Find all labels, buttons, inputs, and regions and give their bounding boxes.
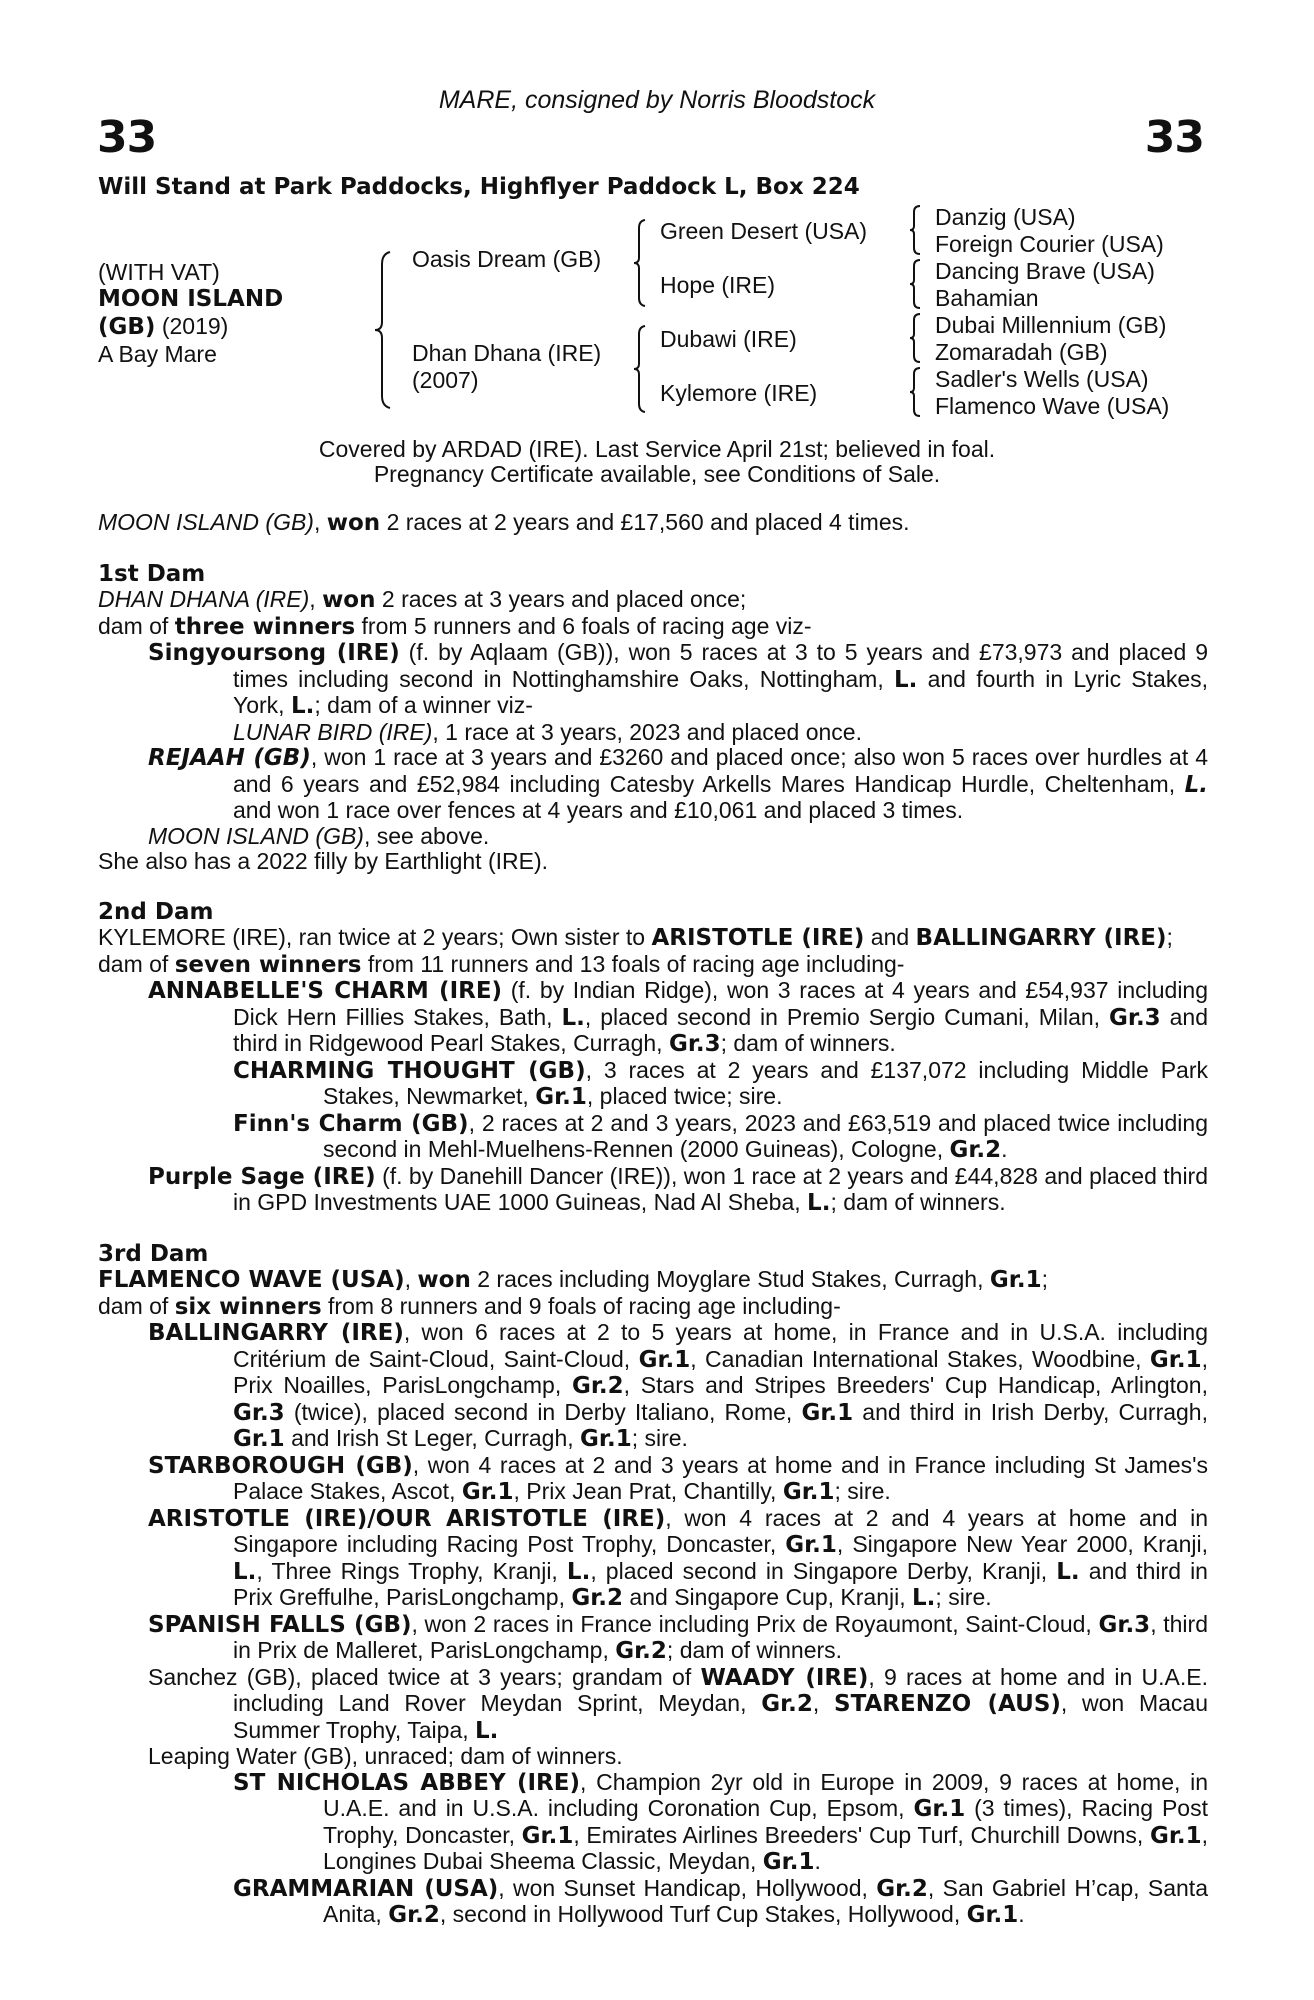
lot-number-left: 33 xyxy=(97,112,157,163)
ancestor-flamenco-wave: Flamenco Wave (USA) xyxy=(935,393,1170,419)
dam-sire-name: Dubawi (IRE) xyxy=(660,326,797,352)
produce-aristotle: ARISTOTLE (IRE)/OUR ARISTOTLE (IRE), won 4 races at 2 and 4 years at home and in Singapore including Racing Post Trophy, Doncaster, Gr.1, Singapore New Year 2000, Kranji, L., Three Rings Trophy, Kranji, L., placed second in Singapore Derby, Kranji, L. and third in Prix Greffulhe, ParisLongchamp, Gr.2 and Singapore Cup, Kranji, L.; sire. xyxy=(148,1504,1208,1611)
pedigree-brace-g3-4 xyxy=(908,366,922,418)
pedigree-brace-g3-2 xyxy=(908,258,922,310)
ancestor-dancing-brave: Dancing Brave (USA) xyxy=(935,258,1155,284)
produce-singyoursong: Singyoursong (IRE) (f. by Aqlaam (GB)), won 5 races at 3 to 5 years and £73,973 and placed 9 times including second in Nottinghamshire Oaks, Nottingham, L. and fourth in Lyric Stakes, York, L.; dam of a winner viz- xyxy=(148,639,1208,719)
dam-name: Dhan Dhana (IRE) xyxy=(412,340,602,366)
ancestor-zomaradah: Zomaradah (GB) xyxy=(935,339,1108,365)
produce-annabelles-charm: ANNABELLE'S CHARM (IRE) (f. by Indian Ridge), won 3 races at 4 years and £54,937 including Dick Hern Fillies Stakes, Bath, L., placed second in Premio Sergio Cumani, Milan, Gr.3 and third in Ridgewood Pearl Stakes, Curragh, Gr.3; dam of winners. xyxy=(148,977,1209,1057)
ancestor-foreign-courier: Foreign Courier (USA) xyxy=(935,231,1164,257)
pedigree-brace-sire xyxy=(632,218,648,308)
second-dam-heading: 2nd Dam xyxy=(98,898,214,925)
produce-sanchez: Sanchez (GB), placed twice at 3 years; grandam of WAADY (IRE), 9 races at home and in U.A.E. including Land Rover Meydan Sprint, Meydan, Gr.2, STARENZO (AUS), won Macau Summer Trophy, Taipa, L. xyxy=(148,1663,1209,1744)
first-dam-section xyxy=(98,562,1208,875)
produce-rejaah: REJAAH (GB), won 1 race at 3 years and £3260 and placed once; also won 5 races over hurdles at 4 and 6 years and £52,984 including Catesby Arkells Mares Handicap Hurdle, Cheltenham, L. and won 1 race over fences at 4 years and £10,061 and placed 3 times. xyxy=(148,744,1208,823)
produce-starborough: STARBOROUGH (GB), won 4 races at 2 and 3 years at home and in France including St James's Palace Stakes, Ascot, Gr.1, Prix Jean Prat, Chantilly, Gr.1; sire. xyxy=(148,1451,1208,1505)
covering-line-1: Covered by ARDAD (IRE). Last Service April 21st; believed in foal. xyxy=(318,436,996,462)
third-dam-record: FLAMENCO WAVE (USA), won 2 races including Moyglare Stud Stakes, Curragh, Gr.1; xyxy=(98,1266,1048,1293)
horse-year: (2019) xyxy=(161,313,229,339)
second-dam-record: KYLEMORE (IRE), ran twice at 2 years; Own sister to ARISTOTLE (IRE) and BALLINGARRY (IRE); xyxy=(98,924,1173,951)
horse-name: MOON ISLAND xyxy=(98,286,284,312)
covering-line-2: Pregnancy Certificate available, see Conditions of Sale. xyxy=(373,461,941,487)
dam-year: (2007) xyxy=(412,367,479,393)
pedigree-brace-g3-3 xyxy=(908,312,922,364)
second-dam-produce: dam of seven winners from 11 runners and 13 foals of racing age including- xyxy=(98,950,905,978)
dam-dam-name: Kylemore (IRE) xyxy=(660,380,818,406)
pedigree-brace-dam xyxy=(632,324,648,414)
produce-st-nicholas-abbey: ST NICHOLAS ABBEY (IRE), Champion 2yr old in Europe in 2009, 9 races at home, in U.A.E. and in U.S.A. including Coronation Cup, Epsom, Gr.1 (3 times), Racing Post Trophy, Doncaster, Gr.1, Emirates Airlines Breeders' Cup Turf, Churchill Downs, Gr.1, Longines Dubai Sheema Classic, Meydan, Gr.1. xyxy=(233,1768,1209,1875)
third-dam-section xyxy=(98,1242,1208,1929)
sire-name: Oasis Dream (GB) xyxy=(412,246,602,272)
pedigree-brace-g3-1 xyxy=(908,204,922,256)
vat-label: (WITH VAT) xyxy=(98,259,220,285)
first-dam-produce: dam of three winners from 5 runners and 6 foals of racing age viz- xyxy=(98,612,812,640)
produce-lunar-bird: LUNAR BIRD (IRE), 1 race at 3 years, 2023 and placed once. xyxy=(233,718,862,745)
produce-ballingarry: BALLINGARRY (IRE), won 6 races at 2 to 5 years at home, in France and in U.S.A. including Critérium de Saint-Cloud, Saint-Cloud, Gr.1, Canadian International Stakes, Woodbine, Gr.1, Prix Noailles, ParisLongchamp, Gr.2, Stars and Stripes Breeders' Cup Handicap, Arlington, Gr.3 (twice), placed second in Derby Italiano, Rome, Gr.1 and third in Irish Derby, Curragh, Gr.1 and Irish St Leger, Curragh, Gr.1; sire. xyxy=(148,1319,1208,1452)
horse-identity xyxy=(98,259,283,368)
pedigree-brace-main xyxy=(372,250,394,410)
stand-location: Will Stand at Park Paddocks, Highflyer Paddock L, Box 224 xyxy=(98,174,860,200)
catalogue-body xyxy=(98,510,1208,1929)
produce-leaping-water: Leaping Water (GB), unraced; dam of winners. xyxy=(148,1743,623,1769)
consignment-line: MARE, consigned by Norris Bloodstock xyxy=(438,86,876,114)
horse-description: A Bay Mare xyxy=(98,341,217,367)
first-dam-record: DHAN DHANA (IRE), won 2 races at 3 years and placed once; xyxy=(98,586,747,613)
ancestor-bahamian: Bahamian xyxy=(935,285,1039,311)
third-dam-heading: 3rd Dam xyxy=(98,1240,209,1267)
race-summary: MOON ISLAND (GB), won 2 races at 2 years and £17,560 and placed 4 times. xyxy=(98,509,910,536)
produce-moon-island: MOON ISLAND (GB), see above. xyxy=(148,822,490,849)
ancestor-sadlers-wells: Sadler's Wells (USA) xyxy=(935,366,1149,392)
second-dam-section xyxy=(98,900,1208,1217)
produce-2022-filly: She also has a 2022 filly by Earthlight (IRE). xyxy=(98,848,549,874)
produce-grammarian: GRAMMARIAN (USA), won Sunset Handicap, Hollywood, Gr.2, San Gabriel H’cap, Santa Anita, Gr.2, second in Hollywood Turf Cup Stakes, Hollywood, Gr.1. xyxy=(233,1874,1208,1928)
produce-finns-charm: Finn's Charm (GB), 2 races at 2 and 3 years, 2023 and £63,519 and placed twice including second in Mehl-Muelhens-Rennen (2000 Guineas), Cologne, Gr.2. xyxy=(233,1109,1208,1163)
third-dam-produce: dam of six winners from 8 runners and 9 foals of racing age including- xyxy=(98,1292,841,1320)
produce-purple-sage: Purple Sage (IRE) (f. by Danehill Dancer (IRE)), won 1 race at 2 years and £44,828 and placed third in GPD Investments UAE 1000 Guineas, Nad Al Sheba, L.; dam of winners. xyxy=(148,1162,1209,1216)
lot-number-right: 33 xyxy=(1144,112,1204,163)
first-dam-heading: 1st Dam xyxy=(98,560,206,587)
ancestor-dubai-millennium: Dubai Millennium (GB) xyxy=(935,312,1167,338)
produce-spanish-falls: SPANISH FALLS (GB), won 2 races in France including Prix de Royaumont, Saint-Cloud, Gr.3, third in Prix de Malleret, ParisLongchamp, Gr.2; dam of winners. xyxy=(148,1610,1208,1664)
sire-sire-name: Green Desert (USA) xyxy=(660,218,868,244)
sire-dam-name: Hope (IRE) xyxy=(660,272,776,298)
horse-country: (GB) xyxy=(98,314,156,340)
produce-charming-thought: CHARMING THOUGHT (GB), 3 races at 2 years and £137,072 including Middle Park Stakes, Newmarket, Gr.1, placed twice; sire. xyxy=(233,1056,1208,1110)
ancestor-danzig: Danzig (USA) xyxy=(935,204,1076,230)
